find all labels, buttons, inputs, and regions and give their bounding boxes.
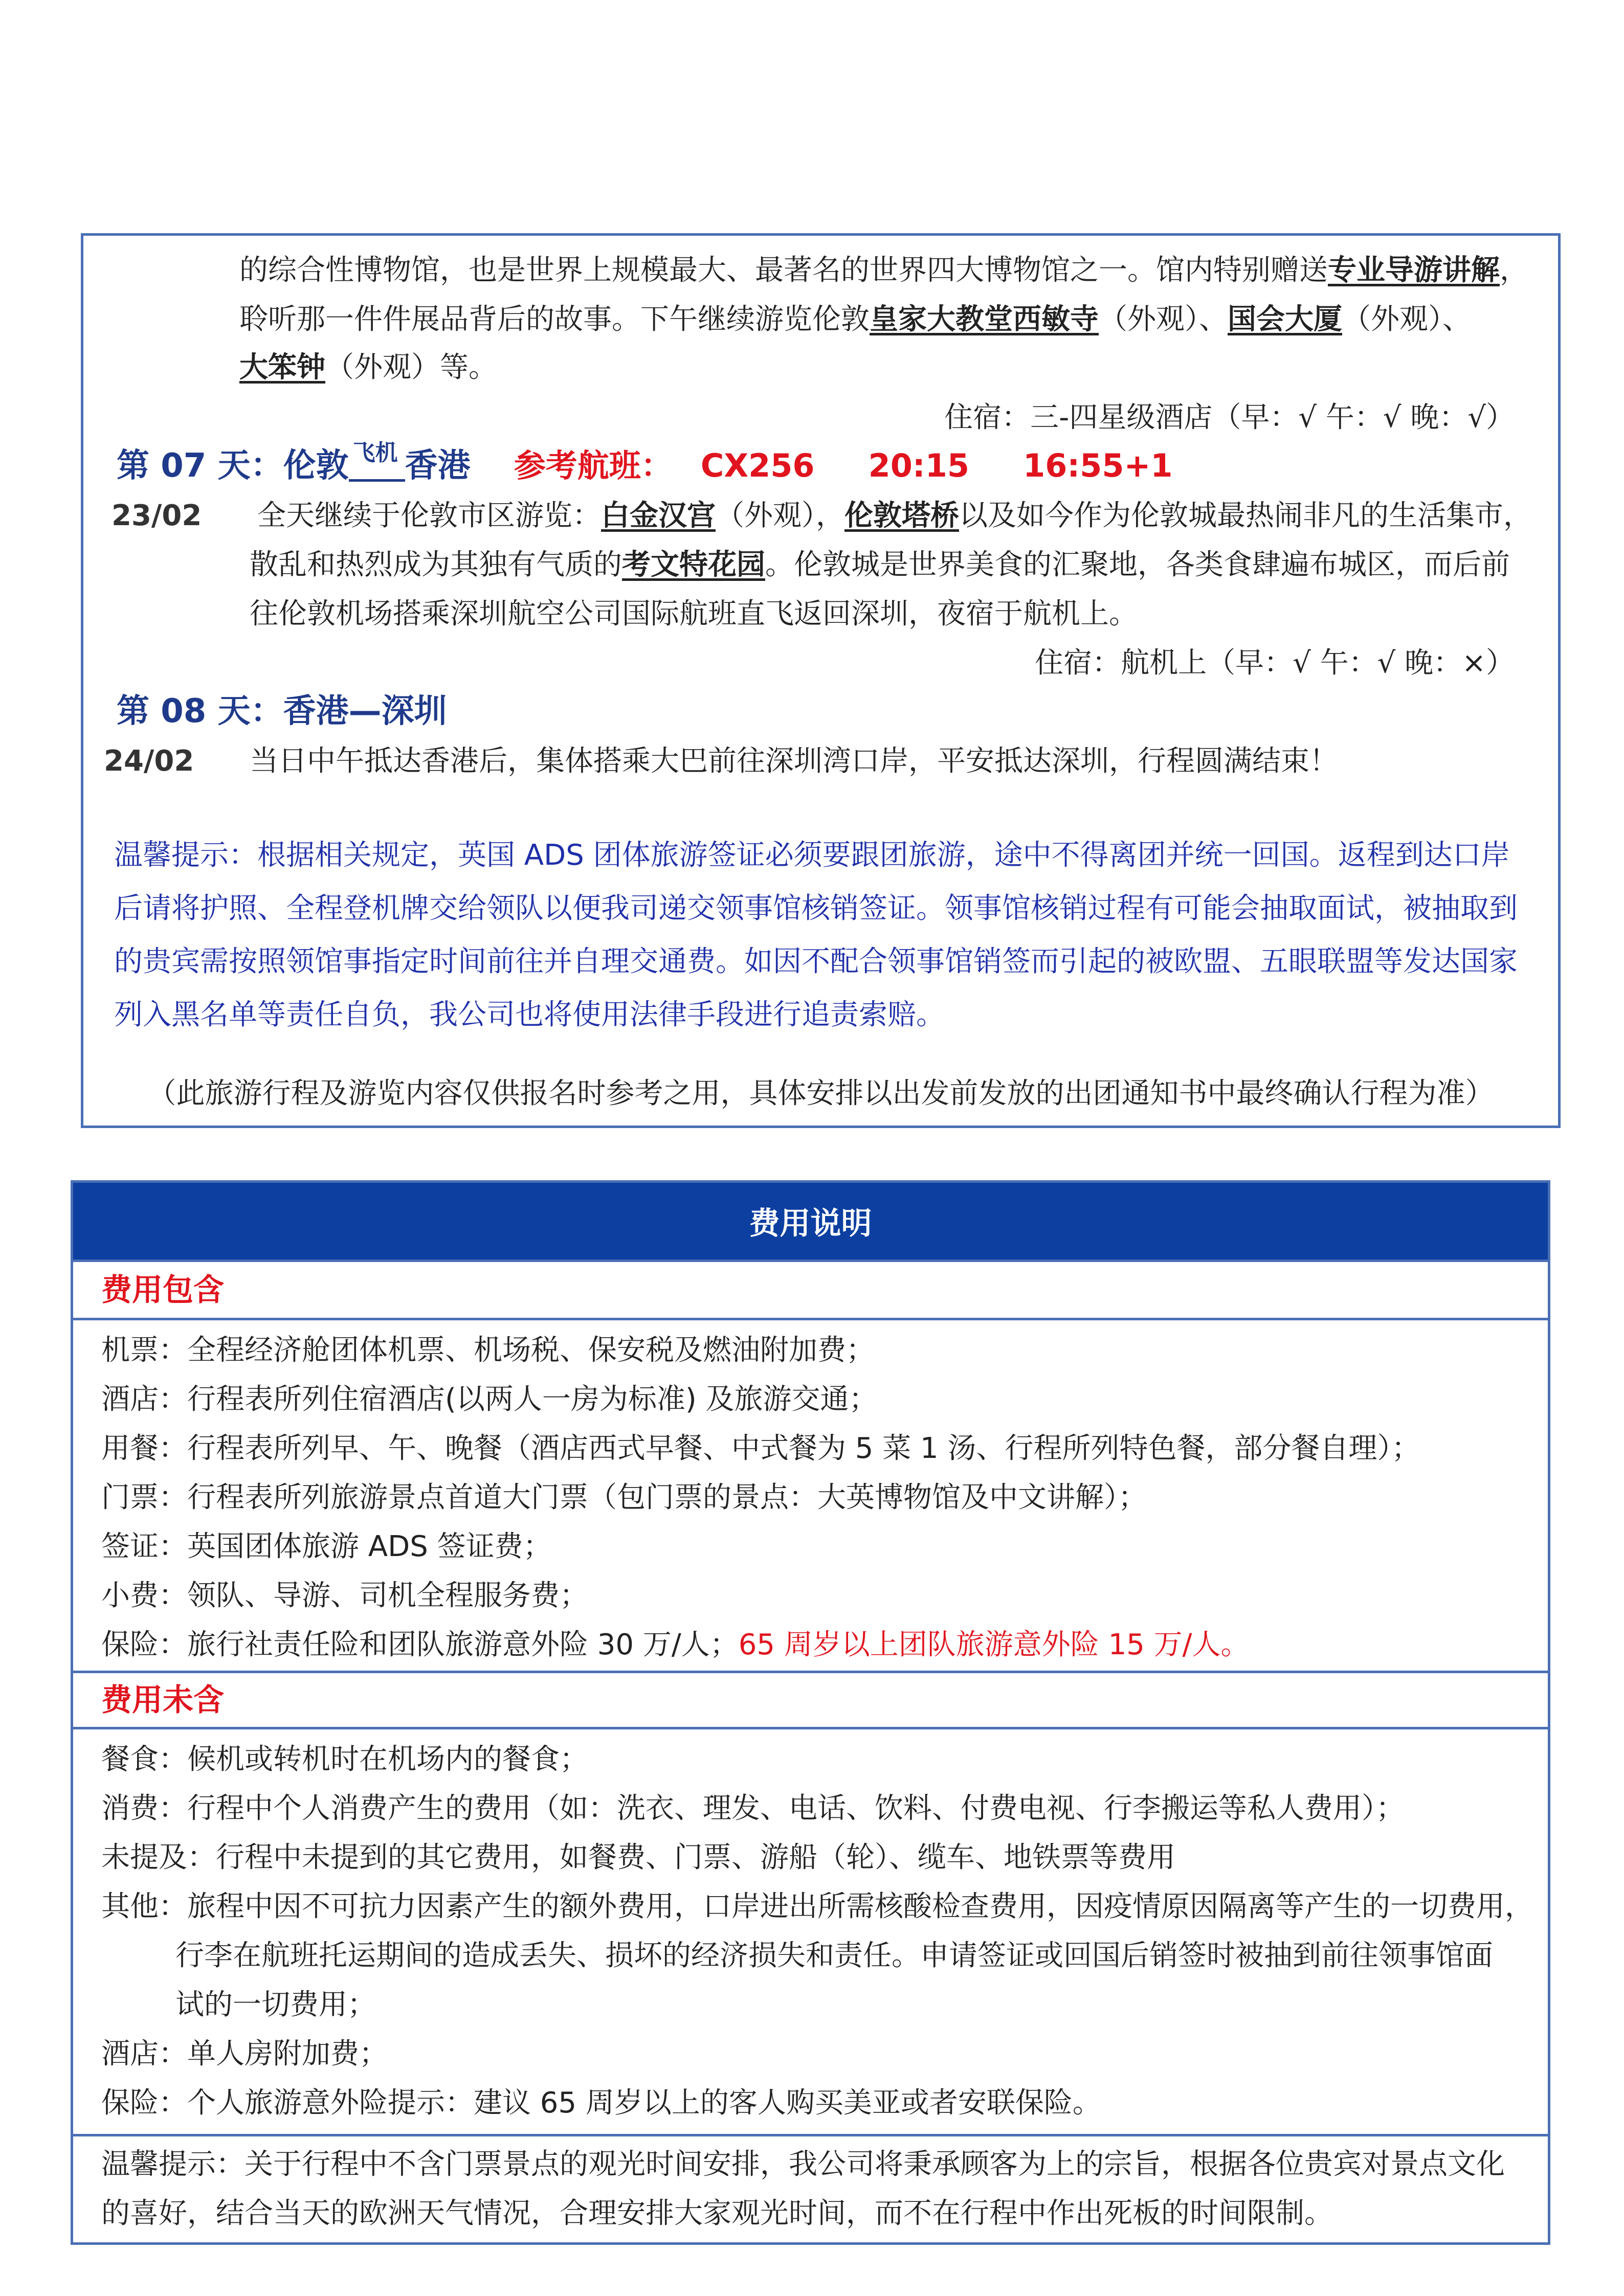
itinerary-box <box>81 233 1561 1128</box>
accommodation-day6: 住宿：三-四星级酒店（早：√ 午：√ 晚：√） <box>944 401 1515 434</box>
highlight-parliament: 国会大厦 <box>1228 303 1342 336</box>
plane-connector <box>349 440 405 477</box>
divider <box>73 1727 1548 1729</box>
disclaimer: （此旅游行程及游览内容仅供报名时参考之用，具体安排以出发前发放的出团通知书中最终确认行程为准） <box>147 1077 1494 1110</box>
fee-box <box>71 1180 1550 2245</box>
accommodation-day7: 住宿：航机上（早：√ 午：√ 晚：×） <box>1035 646 1515 680</box>
fee-header: 费用说明 <box>73 1183 1548 1259</box>
notice-line: 列入黑名单等责任自负，我公司也将使用法律手段进行追责索赔。 <box>114 998 945 1031</box>
excluded-title: 费用未含 <box>101 1682 224 1718</box>
itinerary-line: 的综合性博物馆，也是世界上规模最大、最著名的世界四大博物馆之一。馆内特别赠送专业导游讲解， <box>239 254 1528 287</box>
tip-line: 的喜好，结合当天的欧洲天气情况，合理安排大家观光时间，而不在行程中作出死板的时间限制。 <box>101 2197 1333 2230</box>
highlight-guide: 专业导游讲解 <box>1328 254 1500 287</box>
notice-line: 温馨提示：根据相关规定，英国 ADS 团体旅游签证必须要跟团旅游，途中不得离团并统一回国。返程到达口岸 <box>114 839 1510 872</box>
included-item: 保险：旅行社责任险和团队旅游意外险 30 万/人；65 周岁以上团队旅游意外险 15 万/人。 <box>101 1628 1250 1661</box>
notice-line: 的贵宾需按照领馆事指定时间前往并自理交通费。如因不配合领事馆销签而引起的被欧盟、五眼联盟等发达国家 <box>114 945 1518 978</box>
itinerary-line: 全天继续于伦敦市区游览：白金汉宫（外观），伦敦塔桥以及如今作为伦敦城最热闹非凡的生活集市， <box>257 499 1532 532</box>
included-item: 小费：领队、导游、司机全程服务费； <box>101 1579 588 1612</box>
arrival-time: 16:55+1 <box>1023 447 1173 484</box>
excluded-item: 试的一切费用； <box>175 1988 376 2021</box>
departure-time: 20:15 <box>868 447 970 484</box>
day7-date: 23/02 <box>112 499 202 532</box>
itinerary-line: 大笨钟（外观）等。 <box>239 351 497 384</box>
divider <box>73 2134 1548 2136</box>
plane-label: 飞机 <box>352 440 398 466</box>
excluded-item: 保险：个人旅游意外险提示：建议 65 周岁以上的客人购买美亚或者安联保险。 <box>101 2086 1101 2120</box>
itinerary-line: 聆听那一件件展品背后的故事。下午继续游览伦敦皇家大教堂西敏寺（外观）、国会大厦（外观）、 <box>239 303 1471 336</box>
flight-number: CX256 <box>700 447 815 484</box>
divider <box>73 1259 1548 1262</box>
included-item: 门票：行程表所列旅游景点首道大门票（包门票的景点：大英博物馆及中文讲解）； <box>101 1481 1147 1514</box>
excluded-item: 行李在航班托运期间的造成丢失、损坏的经济损失和责任。申请签证或回国后销签时被抽到前往领事馆面 <box>175 1939 1493 1972</box>
highlight-covent-garden: 考文特花园 <box>622 548 765 581</box>
senior-insurance-note: 65 周岁以上团队旅游意外险 15 万/人。 <box>738 1628 1250 1661</box>
highlight-buckingham: 白金汉宫 <box>601 499 716 532</box>
day8-heading: 第 08 天：香港—深圳 <box>117 692 447 730</box>
included-item: 酒店：行程表所列住宿酒店(以两人一房为标准) 及旅游交通； <box>101 1383 878 1416</box>
included-item: 签证：英国团体旅游 ADS 签证费； <box>101 1530 552 1563</box>
excluded-item: 餐食：候机或转机时在机场内的餐食； <box>101 1743 588 1776</box>
itinerary-line: 当日中午抵达香港后，集体搭乘大巴前往深圳湾口岸，平安抵达深圳，行程圆满结束！ <box>250 745 1338 778</box>
included-item: 机票：全程经济舱团体机票、机场税、保安税及燃油附加费； <box>101 1334 875 1367</box>
itinerary-line: 往伦敦机场搭乘深圳航空公司国际航班直飞返回深圳，夜宿于航机上。 <box>250 597 1138 631</box>
highlight-big-ben: 大笨钟 <box>239 351 325 384</box>
excluded-item: 其他：旅程中因不可抗力因素产生的额外费用，口岸进出所需核酸检查费用，因疫情原因隔离等产生的一切费用， <box>101 1890 1533 1923</box>
excluded-item: 消费：行程中个人消费产生的费用（如：洗衣、理发、电话、饮料、付费电视、行李搬运等私人费用）； <box>101 1792 1405 1825</box>
itinerary-line: 散乱和热烈成为其独有气质的考文特花园。伦敦城是世界美食的汇聚地，各类食肆遍布城区，而后前 <box>250 548 1510 581</box>
day7-heading: 第 07 天：伦敦 飞机 香港 参考航班： CX256 20:15 16:55+1 <box>117 440 1173 500</box>
highlight-westminster: 皇家大教堂西敏寺 <box>870 303 1099 336</box>
included-item: 用餐：行程表所列早、午、晚餐（酒店西式早餐、中式餐为 5 菜 1 汤、行程所列特色餐，部分餐自理）； <box>101 1432 1420 1465</box>
divider <box>73 1318 1548 1320</box>
day8-date: 24/02 <box>104 745 194 778</box>
divider <box>73 1671 1548 1673</box>
plane-underline <box>349 479 405 482</box>
excluded-item: 酒店：单人房附加费； <box>101 2037 388 2070</box>
excluded-item: 未提及：行程中未提到的其它费用，如餐费、门票、游船（轮）、缆车、地铁票等费用 <box>101 1841 1175 1874</box>
tip-line: 温馨提示：关于行程中不含门票景点的观光时间安排，我公司将秉承顾客为上的宗旨，根据各位贵宾对景点文化 <box>101 2148 1505 2181</box>
highlight-tower-bridge: 伦敦塔桥 <box>844 499 959 532</box>
notice-line: 后请将护照、全程登机牌交给领队以便我司递交领事馆核销签证。领事馆核销过程有可能会抽取面试，被抽取到 <box>114 892 1518 925</box>
included-title: 费用包含 <box>101 1272 224 1308</box>
flight-label: 参考航班： <box>514 447 673 484</box>
